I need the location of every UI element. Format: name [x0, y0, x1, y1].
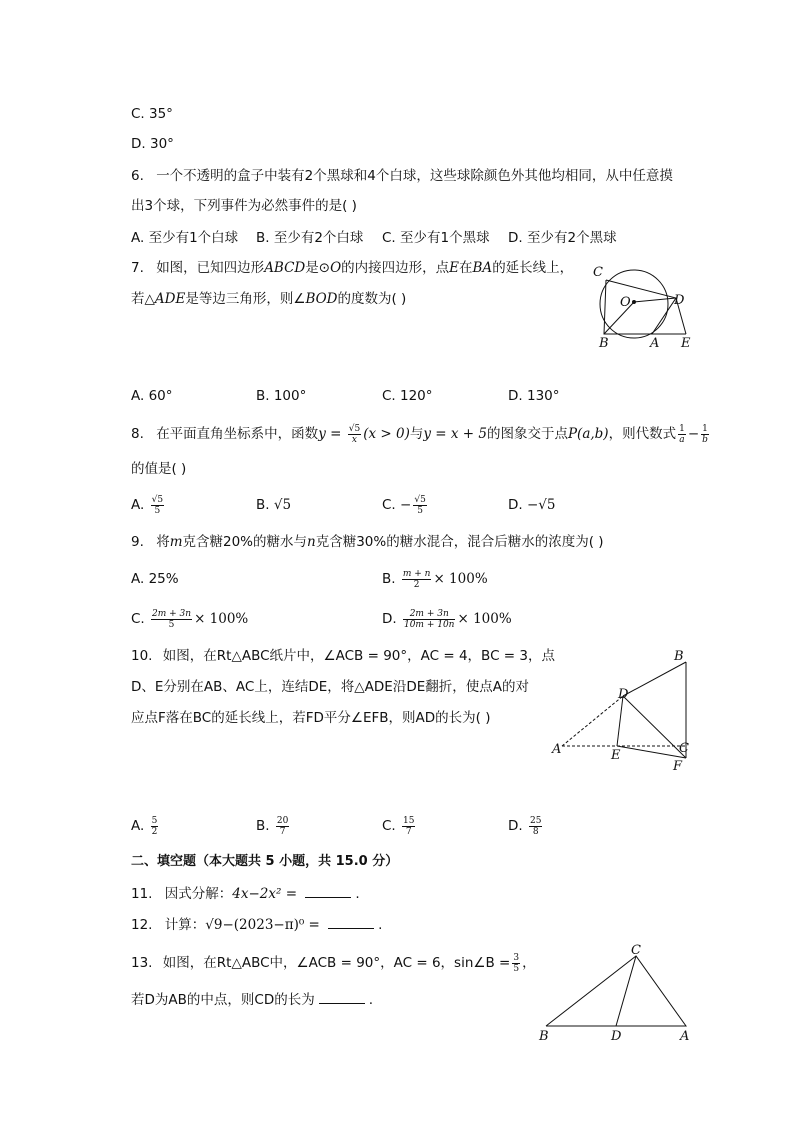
frac-den: 5 — [513, 963, 520, 974]
q12-stem — [131, 915, 382, 935]
q9-option-c — [131, 606, 248, 632]
option-letter: B. — [256, 497, 270, 513]
q8-frac-a — [678, 424, 686, 445]
q7-text: 是等边三角形，则∠ — [185, 291, 306, 307]
option-letter: B. — [382, 571, 396, 587]
q9-text: 克含糖20%的糖水与 — [182, 534, 308, 550]
frac-den: 7 — [279, 826, 286, 837]
q12-text: 计算： — [164, 917, 206, 933]
frac-den: 2 — [413, 579, 420, 590]
q10-option-c — [382, 812, 417, 840]
q6-number: 6. — [131, 168, 144, 184]
q10-label-e: E — [611, 748, 621, 763]
q7-label-o: O — [620, 295, 631, 310]
frac-num: √5 — [414, 494, 426, 505]
frac-num: 20 — [276, 815, 289, 826]
option-fraction — [151, 609, 192, 630]
times-100: × 100% — [194, 611, 249, 627]
q9-var: n — [307, 534, 316, 550]
q7-stem-line1 — [131, 258, 573, 278]
frac-den: 2 — [151, 826, 158, 837]
option-fraction — [403, 609, 456, 630]
q13-label-b: B — [539, 1029, 549, 1044]
q10-stem-line2: D、E分别在AB、AC上，连结DE，将△ADE沿DE翻折，使点A的对 — [131, 679, 529, 695]
q8-frac-den: x — [351, 434, 357, 445]
q8-frac-num: √5 — [348, 423, 361, 434]
q7-text: 的度数为( ) — [337, 291, 407, 307]
q8-option-c — [382, 492, 429, 518]
q9-option-d — [382, 606, 512, 632]
q9-var: m — [169, 534, 183, 550]
q12-period: . — [378, 917, 383, 933]
q7-option-b: B. 100° — [256, 388, 307, 404]
q9-stem — [131, 532, 604, 552]
frac-den: b — [702, 434, 708, 445]
q11-expression: 4x−2x² = — [232, 886, 302, 902]
q6-text-1: 一个不透明的盒子中装有2个黑球和4个白球，这些球除颜色外其他均相同，从中任意摸 — [156, 168, 673, 184]
q8-cond: (x > 0) — [363, 426, 410, 442]
q7-option-a: A. 60° — [131, 388, 173, 404]
q11-stem — [131, 884, 360, 904]
option-fraction — [276, 816, 289, 837]
frac-num: 1 — [679, 423, 685, 434]
q10-label-b: B — [674, 649, 684, 664]
q8-option-b — [256, 492, 291, 518]
q7-option-d: D. 130° — [508, 388, 560, 404]
q10-label-f: F — [673, 759, 683, 774]
q12-number: 12. — [131, 917, 153, 933]
q13-label-c: C — [631, 943, 641, 958]
q8-minus: − — [687, 426, 700, 442]
q6-option-d: D. 至少有2个黑球 — [508, 230, 617, 246]
option-fraction — [402, 569, 432, 590]
q13-text: 若D为AB的中点，则CD的长为 — [131, 992, 315, 1008]
q6-option-b: B. 至少有2个白球 — [256, 230, 364, 246]
q7-segment: BA — [472, 260, 493, 276]
q7-triangle: ADE — [154, 291, 186, 307]
q7-text: 的延长线上， — [492, 260, 574, 276]
option-value: √5 — [273, 497, 292, 513]
q9-option-a: A. 25% — [131, 571, 179, 587]
option-letter: D. — [508, 497, 523, 513]
q7-option-c: C. 120° — [382, 388, 433, 404]
minus: − — [400, 497, 412, 513]
q10-stem-line1 — [131, 646, 555, 666]
times-100: × 100% — [433, 571, 488, 587]
q10-label-a: A — [552, 742, 562, 757]
option-fraction — [402, 816, 415, 837]
q6-option-c: C. 至少有1个黑球 — [382, 230, 490, 246]
q8-text: 的图象交于点 — [486, 426, 568, 442]
q11-number: 11. — [131, 886, 153, 902]
option-letter: D. — [508, 818, 523, 834]
q9-text: 将 — [156, 534, 170, 550]
q13-label-a: A — [680, 1029, 690, 1044]
q13-answer-blank[interactable] — [319, 991, 365, 1004]
q10-stem-line3: 应点F落在BC的延长线上，若FD平分∠EFB，则AD的长为( ) — [131, 710, 491, 726]
q8-eq: = — [325, 426, 346, 442]
q7-text: 若△ — [131, 291, 155, 307]
option-letter: C. — [131, 611, 145, 627]
q12-expression: √9−(2023−π)⁰ = — [205, 917, 325, 933]
option-fraction — [529, 816, 542, 837]
q8-fraction — [348, 424, 361, 445]
q13-text: 如图，在Rt△ABC中，∠ACB = 90°，AC = 6，sin∠B = — [162, 955, 511, 971]
frac-num: √5 — [151, 494, 164, 505]
option-letter: A. — [131, 497, 145, 513]
frac-num: 5 — [151, 815, 158, 826]
frac-den: 5 — [417, 505, 423, 516]
q8-text: 在平面直角坐标系中，函数 — [156, 426, 319, 442]
q7-text: 如图，已知四边形 — [156, 260, 265, 276]
option-value: √5 — [538, 497, 556, 513]
q8-line: y = x + 5 — [423, 426, 487, 442]
frac-num: 25 — [529, 815, 542, 826]
q7-text: 的内接四边形，点 — [341, 260, 450, 276]
q7-figure — [590, 262, 700, 352]
q13-stem-line1 — [131, 950, 536, 976]
frac-den: a — [679, 434, 685, 445]
minus: − — [526, 497, 539, 513]
q8-stem-line2: 的值是( ) — [131, 461, 187, 477]
q10-text: 如图，在Rt△ABC纸片中，∠ACB = 90°，AC = 4，BC = 3，点 — [162, 648, 555, 664]
q8-option-a — [131, 492, 166, 518]
q7-label-e: E — [681, 336, 691, 351]
q8-stem-line1 — [131, 422, 711, 446]
q9-number: 9. — [131, 534, 144, 550]
q13-period: . — [368, 992, 374, 1008]
q13-figure — [536, 944, 696, 1044]
frac-num: 2m + 3n — [152, 608, 192, 619]
q8-var: y — [318, 426, 326, 442]
q11-period: . — [355, 886, 360, 902]
q7-text: 是 — [305, 260, 319, 276]
frac-den: 10m + 10n — [403, 619, 455, 630]
q6-option-a: A. 至少有1个白球 — [131, 230, 239, 246]
q9-text: 克含糖30%的糖水混合，混合后糖水的浓度为( ) — [315, 534, 604, 550]
q12-answer-blank[interactable] — [328, 916, 374, 929]
frac-num: 1 — [702, 423, 708, 434]
q8-point: P(a,b) — [567, 426, 609, 442]
q7-quad: ABCD — [264, 260, 306, 276]
q10-option-d — [508, 812, 544, 840]
q7-center: O — [330, 260, 342, 276]
q7-label-b: B — [599, 336, 609, 351]
q13-label-d: D — [611, 1029, 622, 1044]
q9-option-b — [382, 566, 488, 592]
q7-stem-line2 — [131, 289, 406, 309]
q7-label-d: D — [674, 293, 685, 308]
option-letter: D. — [382, 611, 397, 627]
q6-stem-line1 — [131, 166, 673, 186]
q10-option-b — [256, 812, 291, 840]
q10-label-c: C — [679, 741, 689, 756]
option-letter: C. — [382, 497, 396, 513]
q8-number: 8. — [131, 426, 144, 442]
q13-number: 13. — [131, 955, 153, 971]
q7-text: 在 — [459, 260, 473, 276]
frac-den: 5 — [168, 619, 175, 630]
q7-angle: BOD — [305, 291, 338, 307]
q7-point: E — [449, 260, 460, 276]
q10-figure — [548, 646, 698, 776]
q5-option-c: C. 35° — [131, 106, 173, 122]
q7-label-a: A — [650, 336, 660, 351]
q8-text: 与 — [409, 426, 424, 442]
q13-stem-line2 — [131, 990, 373, 1010]
q11-answer-blank[interactable] — [305, 885, 351, 898]
option-letter: A. — [131, 818, 145, 834]
frac-den: 5 — [154, 505, 161, 516]
q10-option-a — [131, 812, 160, 840]
frac-den: 7 — [405, 826, 412, 837]
q10-number: 10. — [131, 648, 153, 664]
q10-label-d: D — [618, 687, 629, 702]
frac-den: 8 — [532, 826, 539, 837]
circle-symbol: ⊙ — [318, 260, 331, 276]
q5-option-d: D. 30° — [131, 136, 174, 152]
option-letter: C. — [382, 818, 396, 834]
q6-stem-line2: 出3个球，下列事件为必然事件的是( ) — [131, 198, 357, 214]
frac-num: 2m + 3n — [403, 609, 456, 620]
frac-num: 3 — [513, 952, 520, 963]
q8-option-d — [508, 492, 556, 518]
option-letter: B. — [256, 818, 270, 834]
frac-num: m + n — [402, 568, 431, 579]
section-heading-fill-in: 二、填空题（本大题共 5 小题，共 15.0 分） — [131, 854, 399, 869]
frac-num: 15 — [403, 815, 415, 826]
times-100: × 100% — [457, 611, 512, 627]
q13-fraction — [512, 953, 520, 974]
q8-frac-b — [701, 424, 709, 445]
q8-text: ，则代数式 — [608, 426, 677, 442]
q11-text: 因式分解： — [164, 886, 233, 902]
option-fraction — [151, 816, 159, 837]
option-fraction — [151, 495, 164, 516]
q7-label-c: C — [593, 265, 603, 280]
q7-number: 7. — [131, 260, 144, 276]
q13-comma: ， — [522, 955, 536, 971]
option-fraction — [413, 495, 426, 516]
